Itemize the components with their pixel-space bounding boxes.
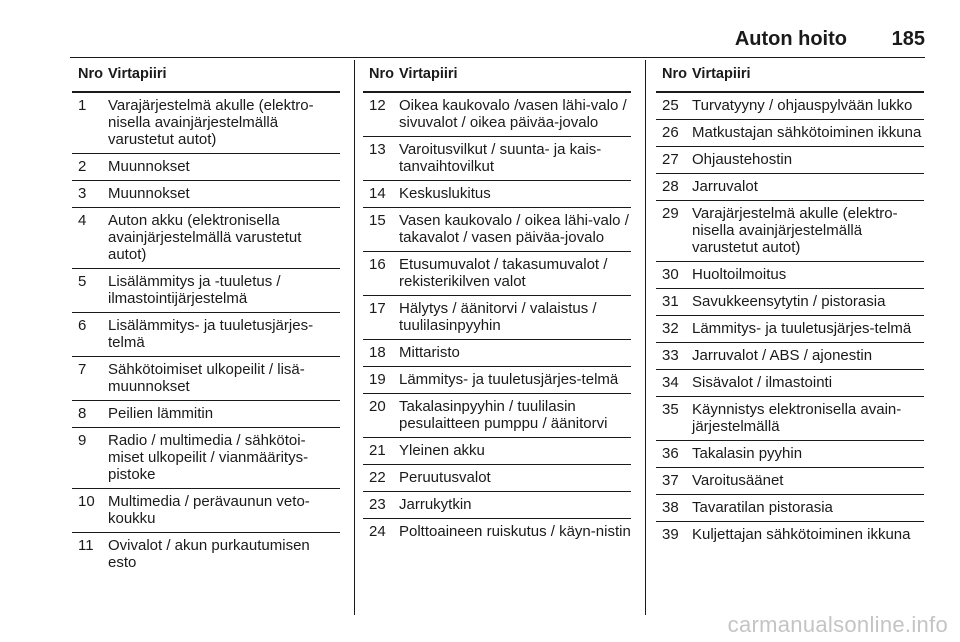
table-row [72, 401, 340, 428]
header-virtapiiri: Virtapiiri [692, 66, 751, 82]
table-row [656, 370, 924, 397]
table-rows [72, 93, 340, 576]
table-row [656, 468, 924, 495]
table-row [72, 181, 340, 208]
circuit-name: Sisävalot / ilmastointi [692, 374, 833, 391]
table-row [656, 495, 924, 522]
fuse-number: 28 [662, 178, 679, 195]
circuit-name: Peilien lämmitin [108, 405, 214, 422]
fuse-number: 2 [78, 158, 87, 175]
watermark: carmanualsonline.info [727, 612, 948, 637]
fuse-number: 20 [369, 398, 386, 415]
circuit-name: Vasen kaukovalo / oikea lähi-valo / takavalot / vasen päiväa-jovalo [399, 212, 629, 246]
fuse-number: 15 [369, 212, 386, 229]
table-row [656, 120, 924, 147]
table-row [72, 313, 340, 357]
fuse-number: 37 [662, 472, 679, 489]
circuit-name: Radio / multimedia / sähkötoi-miset ulkopeilit / vianmääritys-pistoke [108, 432, 309, 483]
fuse-number: 8 [78, 405, 87, 422]
header-virtapiiri: Virtapiiri [108, 66, 167, 82]
circuit-name: Multimedia / perävaunun veto-koukku [108, 493, 310, 527]
circuit-name: Kuljettajan sähkötoiminen ikkuna [692, 526, 911, 543]
circuit-name: Lisälämmitys- ja tuuletusjärjes-telmä [108, 317, 314, 351]
table-row [363, 137, 631, 181]
fuse-number: 29 [662, 205, 679, 222]
fuse-number: 33 [662, 347, 679, 364]
circuit-name: Savukkeensytytin / pistorasia [692, 293, 886, 310]
table-row [72, 533, 340, 576]
table-row [656, 522, 924, 548]
column-divider [354, 60, 355, 615]
circuit-name: Matkustajan sähkötoiminen ikkuna [692, 124, 922, 141]
fuse-number: 32 [662, 320, 679, 337]
fuse-number: 31 [662, 293, 679, 310]
fuse-number: 13 [369, 141, 386, 158]
circuit-name: Hälytys / äänitorvi / valaistus / tuulilasinpyyhin [399, 300, 597, 334]
table-row [656, 262, 924, 289]
fuse-number: 38 [662, 499, 679, 516]
fuse-number: 9 [78, 432, 87, 449]
fuse-number: 7 [78, 361, 87, 378]
fuse-number: 24 [369, 523, 386, 540]
fuse-number: 35 [662, 401, 679, 418]
fuse-number: 5 [78, 273, 87, 290]
fuse-number: 3 [78, 185, 87, 202]
table-row [363, 296, 631, 340]
circuit-name: Varajärjestelmä akulle (elektro-nisella avainjärjestelmällä varustetut autot) [108, 97, 314, 148]
fuse-number: 17 [369, 300, 386, 317]
circuit-name: Keskuslukitus [399, 185, 491, 202]
circuit-name: Varoitusäänet [692, 472, 784, 489]
page-header [70, 27, 925, 58]
circuit-name: Takalasinpyyhin / tuulilasin pesulaitteen pumppu / äänitorvi [399, 398, 608, 432]
circuit-name: Sähkötoimiset ulkopeilit / lisä-muunnokset [108, 361, 305, 395]
circuit-name: Ohjaustehostin [692, 151, 793, 168]
fuse-number: 23 [369, 496, 386, 513]
fuse-number: 10 [78, 493, 95, 510]
table-row [363, 181, 631, 208]
table-row [363, 492, 631, 519]
table-header [72, 60, 340, 93]
fuse-number: 12 [369, 97, 386, 114]
table-row [72, 208, 340, 269]
circuit-name: Jarruvalot [692, 178, 758, 195]
table-header [363, 60, 631, 93]
circuit-name: Tavaratilan pistorasia [692, 499, 833, 516]
table-row [656, 93, 924, 120]
column-divider [645, 60, 646, 615]
table-row [656, 397, 924, 441]
fuse-number: 19 [369, 371, 386, 388]
table-row [656, 147, 924, 174]
table-header [656, 60, 924, 93]
fuse-number: 21 [369, 442, 386, 459]
header-nro: Nro [662, 66, 687, 82]
table-row [363, 340, 631, 367]
circuit-name: Lämmitys- ja tuuletusjärjes-telmä [692, 320, 912, 337]
table-rows [656, 93, 924, 548]
circuit-name: Peruutusvalot [399, 469, 491, 486]
table-row [72, 489, 340, 533]
table-row [363, 367, 631, 394]
table-row [656, 316, 924, 343]
table-row [363, 208, 631, 252]
page-title: Auton hoito [734, 28, 847, 50]
table-row [72, 154, 340, 181]
fuse-number: 22 [369, 469, 386, 486]
table-row [363, 252, 631, 296]
circuit-name: Ovivalot / akun purkautumisen esto [108, 537, 310, 571]
circuit-name: Auton akku (elektronisella avainjärjestelmällä varustetut autot) [108, 212, 302, 263]
table-row [72, 269, 340, 313]
circuit-name: Varajärjestelmä akulle (elektro-nisella avainjärjestelmällä varustetut autot) [692, 205, 898, 256]
fuse-table-column-1 [72, 60, 340, 576]
fuse-number: 11 [78, 537, 94, 554]
circuit-name: Jarrukytkin [399, 496, 472, 513]
fuse-number: 30 [662, 266, 679, 283]
table-row [363, 465, 631, 492]
fuse-number: 27 [662, 151, 679, 168]
circuit-name: Takalasin pyyhin [692, 445, 803, 462]
table-row [363, 394, 631, 438]
circuit-name: Muunnokset [108, 158, 190, 175]
circuit-name: Muunnokset [108, 185, 190, 202]
fuse-number: 14 [369, 185, 386, 202]
circuit-name: Jarruvalot / ABS / ajonestin [692, 347, 873, 364]
header-nro: Nro [78, 66, 103, 82]
circuit-name: Lämmitys- ja tuuletusjärjes-telmä [399, 371, 619, 388]
table-row [656, 289, 924, 316]
circuit-name: Oikea kaukovalo /vasen lähi-valo / sivuvalot / oikea päiväa-jovalo [399, 97, 627, 131]
table-row [656, 201, 924, 262]
fuse-number: 39 [662, 526, 679, 543]
circuit-name: Yleinen akku [399, 442, 485, 459]
fuse-number: 16 [369, 256, 386, 273]
fuse-number: 6 [78, 317, 87, 334]
table-row [363, 438, 631, 465]
fuse-number: 34 [662, 374, 679, 391]
circuit-name: Polttoaineen ruiskutus / käyn-nistin [399, 523, 631, 540]
circuit-name: Turvatyyny / ohjauspylvään lukko [692, 97, 913, 114]
table-row [656, 343, 924, 370]
circuit-name: Mittaristo [399, 344, 460, 361]
fuse-number: 18 [369, 344, 386, 361]
table-row [656, 174, 924, 201]
page-number: 185 [891, 28, 925, 50]
header-nro: Nro [369, 66, 394, 82]
table-row [363, 93, 631, 137]
circuit-name: Lisälämmitys ja -tuuletus / ilmastointijärjestelmä [108, 273, 281, 307]
circuit-name: Varoitusvilkut / suunta- ja kais-tanvaihtovilkut [399, 141, 602, 175]
fuse-number: 25 [662, 97, 679, 114]
fuse-number: 26 [662, 124, 679, 141]
fuse-number: 36 [662, 445, 679, 462]
fuse-table-column-3 [656, 60, 924, 548]
fuse-number: 1 [78, 97, 87, 114]
table-row [363, 519, 631, 545]
table-row [72, 428, 340, 489]
fuse-table-column-2 [363, 60, 631, 545]
circuit-name: Etusumuvalot / takasumuvalot / rekisterikilven valot [399, 256, 608, 290]
fuse-number: 4 [78, 212, 87, 229]
table-row [72, 357, 340, 401]
table-row [656, 441, 924, 468]
header-virtapiiri: Virtapiiri [399, 66, 458, 82]
table-rows [363, 93, 631, 545]
circuit-name: Käynnistys elektronisella avain-järjestelmällä [692, 401, 902, 435]
table-row [72, 93, 340, 154]
circuit-name: Huoltoilmoitus [692, 266, 787, 283]
